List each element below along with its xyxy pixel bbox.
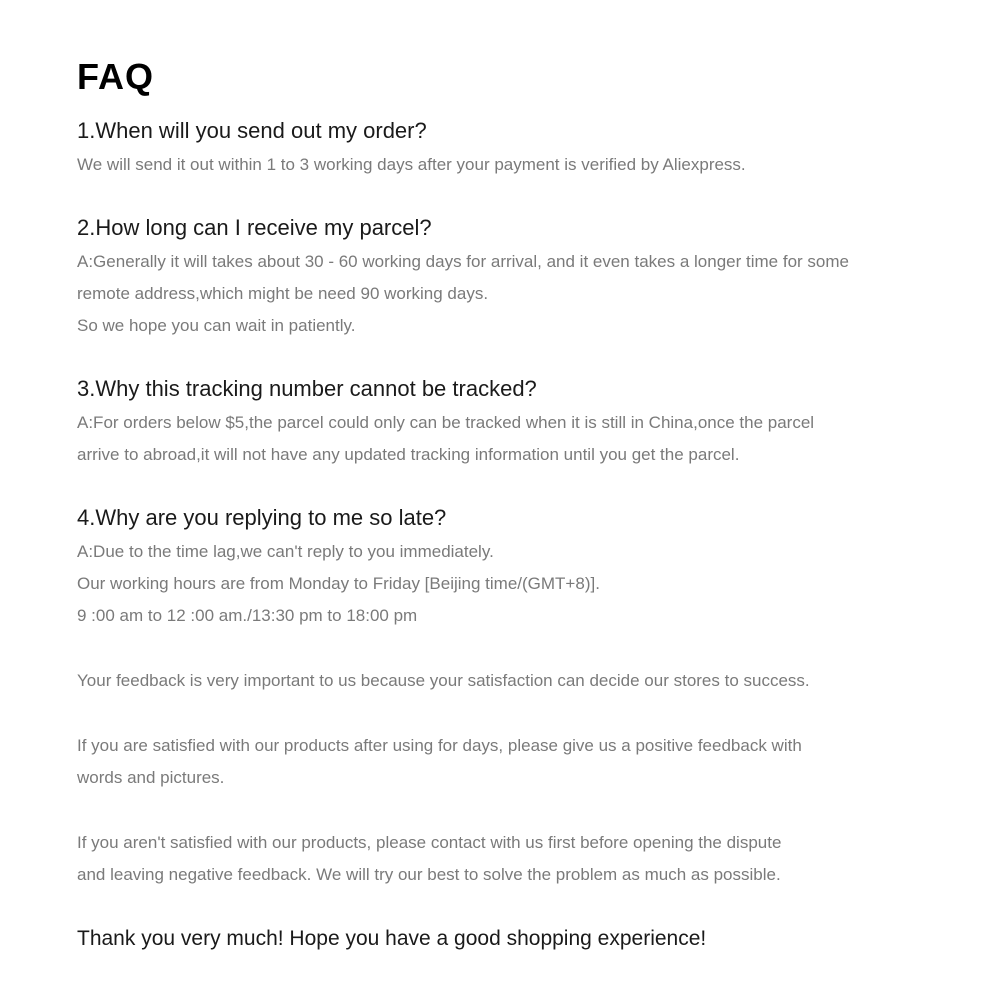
faq-answer-4-line-3: 9 :00 am to 12 :00 am./13:30 pm to 18:00 pm xyxy=(77,606,418,625)
faq-answer-2-line-3: So we hope you can wait in patiently. xyxy=(77,316,356,335)
dispute-note-line-1: If you aren't satisfied with our products, please contact with us first before opening the dispute xyxy=(77,833,782,852)
faq-question-3: 3.Why this tracking number cannot be tracked? xyxy=(77,376,537,401)
positive-feedback-line-2: words and pictures. xyxy=(77,768,225,787)
faq-answer-2-line-1: A:Generally it will takes about 30 - 60 working days for arrival, and it even takes a longer time for some xyxy=(77,252,849,271)
faq-question-1: 1.When will you send out my order? xyxy=(77,118,427,143)
faq-question-4: 4.Why are you replying to me so late? xyxy=(77,505,447,530)
faq-answer-4-line-1: A:Due to the time lag,we can't reply to you immediately. xyxy=(77,542,494,561)
page-title: FAQ xyxy=(77,56,155,97)
positive-feedback-line-1: If you are satisfied with our products after using for days, please give us a positive feedback with xyxy=(77,736,802,755)
faq-answer-3-line-2: arrive to abroad,it will not have any updated tracking information until you get the parcel. xyxy=(77,445,740,464)
faq-answer-1-line-1: We will send it out within 1 to 3 working days after your payment is verified by Aliexpress. xyxy=(77,155,746,174)
dispute-note-line-2: and leaving negative feedback. We will try our best to solve the problem as much as possible. xyxy=(77,865,781,884)
closing-thanks: Thank you very much! Hope you have a good shopping experience! xyxy=(77,927,707,950)
feedback-note: Your feedback is very important to us because your satisfaction can decide our stores to success. xyxy=(77,671,810,690)
faq-answer-4-line-2: Our working hours are from Monday to Friday [Beijing time/(GMT+8)]. xyxy=(77,574,600,593)
faq-answer-2-line-2: remote address,which might be need 90 working days. xyxy=(77,284,489,303)
faq-question-2: 2.How long can I receive my parcel? xyxy=(77,215,432,240)
faq-answer-3-line-1: A:For orders below $5,the parcel could only can be tracked when it is still in China,once the parcel xyxy=(77,413,815,432)
